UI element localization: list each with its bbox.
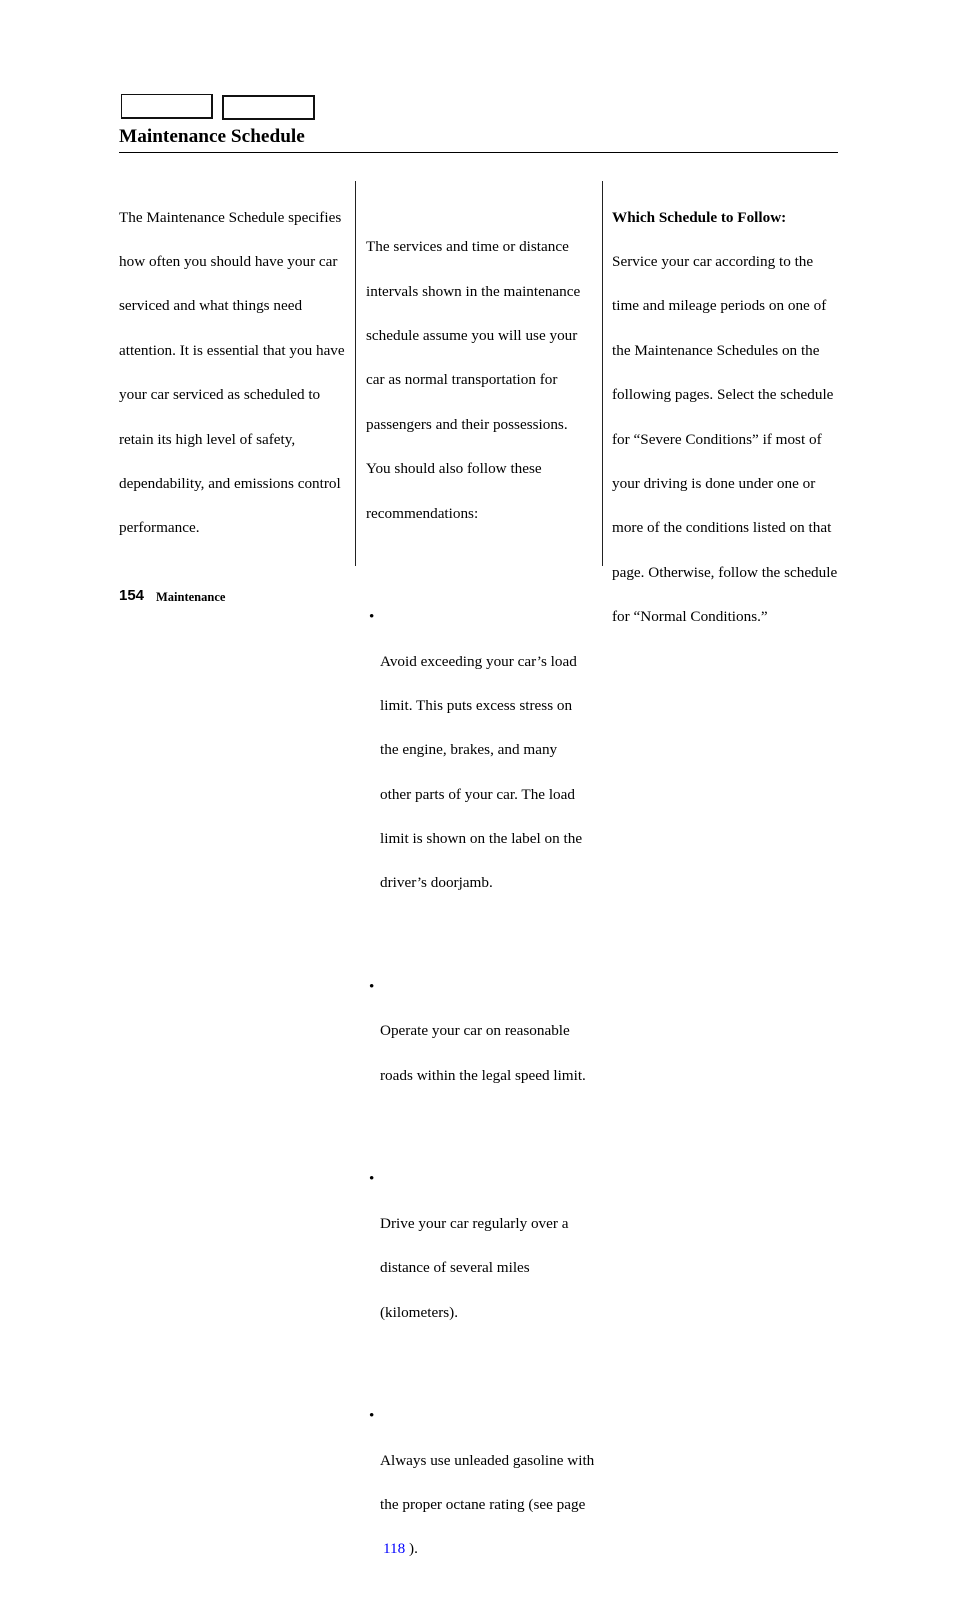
text-line: passengers and their possessions. xyxy=(366,415,568,433)
bullet-icon: • xyxy=(369,978,375,996)
text-line: distance of several miles xyxy=(380,1259,530,1277)
text-line: for “Normal Conditions.” xyxy=(612,608,768,626)
text-line: The Maintenance Schedule specifies xyxy=(119,208,342,226)
text-line: attention. It is essential that you have xyxy=(119,341,345,359)
text-line: Operate your car on reasonable xyxy=(380,1022,570,1040)
bullet-icon: • xyxy=(369,608,375,626)
text-line: time and mileage periods on one of xyxy=(612,297,827,315)
text-line: serviced and what things need xyxy=(119,297,303,315)
text-line: following pages. Select the schedule xyxy=(612,386,834,404)
link-suffix: ). xyxy=(405,1540,418,1558)
text-line: Always use unleaded gasoline with xyxy=(380,1451,595,1469)
page-number: 154 xyxy=(119,587,145,604)
text-line: driver’s doorjamb. xyxy=(380,874,493,892)
section-heading: Which Schedule to Follow: xyxy=(612,208,787,226)
list-item xyxy=(366,1409,594,1587)
text-line: The services and time or distance xyxy=(366,238,569,256)
text-line: schedule assume you will use your xyxy=(366,326,578,344)
text-line: (kilometers). xyxy=(380,1303,459,1321)
column-2 xyxy=(366,181,594,1602)
text-line: for “Severe Conditions” if most of xyxy=(612,430,822,448)
text-line: your driving is done under one or xyxy=(612,474,816,492)
intro-paragraph xyxy=(366,211,594,551)
text-line: You should also follow these xyxy=(366,460,542,478)
text-line: dependability, and emissions control xyxy=(119,474,341,492)
title-rule xyxy=(119,152,838,153)
text-line: intervals shown in the maintenance xyxy=(366,282,581,300)
section-label: Maintenance xyxy=(156,589,226,604)
column-divider xyxy=(355,181,356,566)
text-line: recommendations: xyxy=(366,504,479,522)
text-line: other parts of your car. The load xyxy=(380,785,575,803)
column-3 xyxy=(612,181,837,640)
text-line: limit is shown on the label on the xyxy=(380,830,583,848)
list-item xyxy=(366,610,594,921)
nav-button-1[interactable] xyxy=(121,94,213,119)
text-line: performance. xyxy=(119,519,200,537)
nav-button-2[interactable] xyxy=(222,95,315,120)
text-line: limit. This puts excess stress on xyxy=(380,696,573,714)
text-line: page. Otherwise, follow the schedule xyxy=(612,563,838,581)
text-line xyxy=(366,1542,594,1557)
text-line: roads within the legal speed limit. xyxy=(380,1066,586,1084)
column-1 xyxy=(119,181,345,551)
text-line: Service your car according to the xyxy=(612,252,814,270)
column-divider xyxy=(602,181,603,566)
text-line: car as normal transportation for xyxy=(366,371,558,389)
page-link[interactable]: 118 xyxy=(383,1540,406,1558)
text-line: the proper octane rating (see page xyxy=(380,1495,586,1513)
bullet-icon: • xyxy=(369,1407,375,1425)
list-item xyxy=(366,980,594,1113)
text-line: how often you should have your car xyxy=(119,252,338,270)
text-line: the Maintenance Schedules on the xyxy=(612,341,820,359)
text-line: retain its high level of safety, xyxy=(119,430,296,448)
text-line: the engine, brakes, and many xyxy=(380,741,558,759)
list-item xyxy=(366,1172,594,1350)
text-line: Drive your car regularly over a xyxy=(380,1214,569,1232)
text-line: more of the conditions listed on that xyxy=(612,519,832,537)
page-title: Maintenance Schedule xyxy=(119,126,305,147)
text-line: Avoid exceeding your car’s load xyxy=(380,652,577,670)
text-line: your car serviced as scheduled to xyxy=(119,386,321,404)
bullet-icon: • xyxy=(369,1170,375,1188)
